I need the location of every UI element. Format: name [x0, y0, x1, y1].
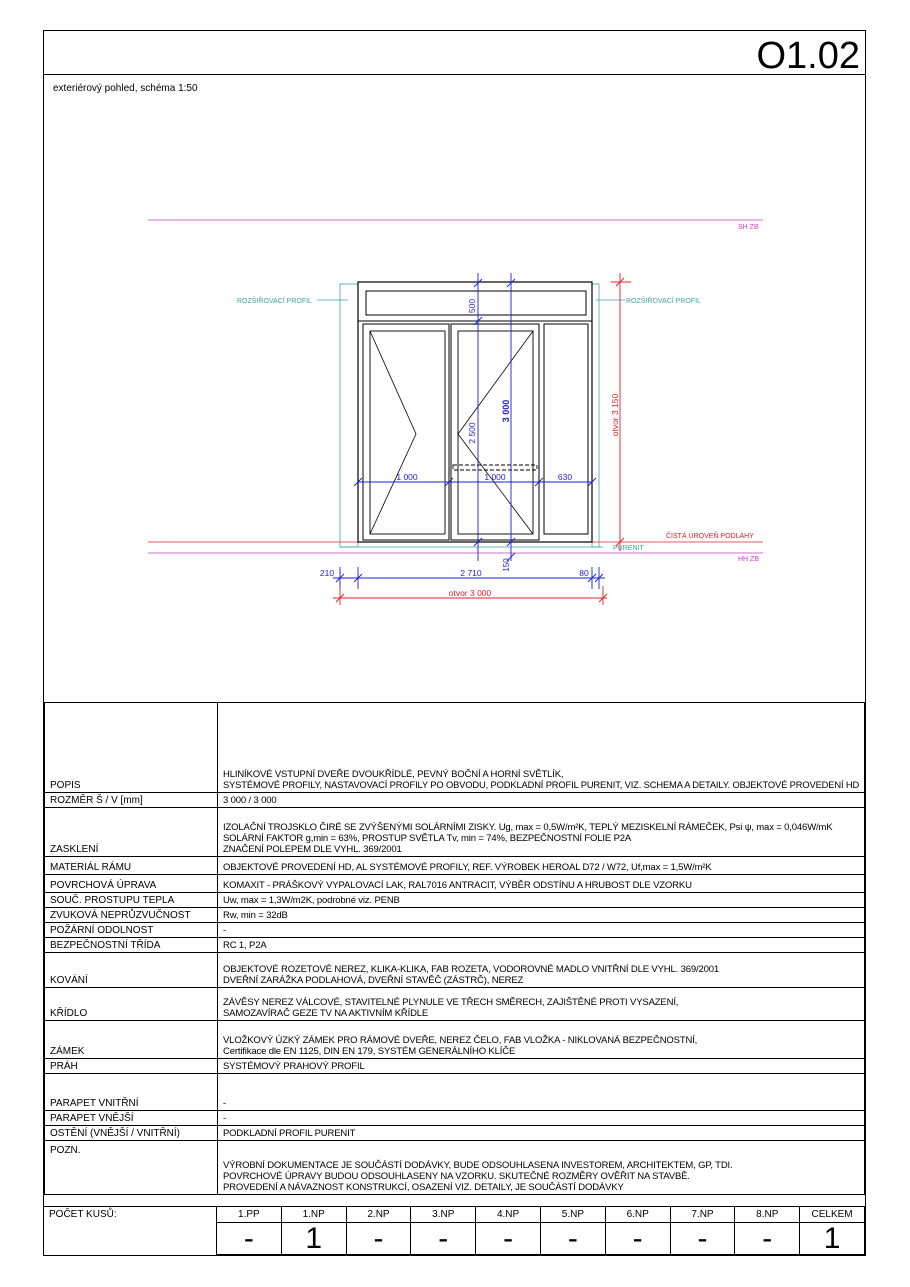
spec-label: ROZMĚR Š / V [mm]	[45, 793, 218, 808]
ext-profile-right-label: ROZŠIŘOVACÍ PROFIL	[626, 298, 701, 305]
spec-value-line: PROVEDENÍ A NÁVAZNOST KONSTRUKCÍ, OSAZENÍ VIZ. DETAILY, JE SOUČÁSTÍ DODÁVKY	[223, 1182, 624, 1193]
spec-label: OSTĚNÍ (VNĚJŠÍ / VNITŘNÍ)	[45, 1126, 218, 1141]
spec-value-line: IZOLAČNÍ TROJSKLO ČIRÉ SE ZVÝŠENÝMI SOLÁRNÍMI ZISKY. Ug, max = 0,5W/m²K, TEPLÝ MEZISKELNÍ RÁMEČEK, Psi ψ, max = 0,046W/mK	[223, 822, 833, 833]
spec-value	[218, 938, 865, 953]
leaf-2-frame	[451, 324, 539, 540]
spec-value-line: ZNAČENÍ POLEPEM DLE VYHL. 369/2001	[223, 844, 402, 855]
spec-label: PARAPET VNĚJŠÍ	[45, 1111, 218, 1126]
dim-door-height: 2 500	[467, 422, 477, 444]
spec-value-line: -	[223, 1098, 227, 1109]
count-value-cell: 1	[281, 1223, 346, 1255]
spec-value-line: Certifikace dle EN 1125, DIN EN 179, SYSTÉM GENERÁLNÍHO KLÍČE	[223, 1046, 516, 1057]
spec-value-line: SYSTÉMOVÉ PROFILY, NASTAVOVACÍ PROFILY PO OBVODU, PODKLADNÍ PROFIL PURENIT, VIZ. SCHEMA A DETAILY. OBJEKTOVÉ PROVEDENÍ HD	[223, 780, 860, 791]
dim-frame-width: 2 710	[460, 568, 482, 578]
count-value-row	[217, 1223, 865, 1255]
hh-zb-label: HH ZB	[738, 556, 759, 563]
count-value-cell: -	[670, 1223, 735, 1255]
floor-level-label: ČISTÁ ÚROVEŇ PODLAHY	[666, 533, 754, 540]
spec-value-line: HLINÍKOVÉ VSTUPNÍ DVEŘE DVOUKŘÍDLÉ, PEVNÝ BOČNÍ A HORNÍ SVĚTLÍK,	[223, 769, 564, 780]
spec-value-line: Uw, max = 1,3W/m2K, podrobné viz. PENB	[223, 895, 400, 906]
extension-profile-right	[592, 284, 599, 547]
leaf-1-opening-mark	[370, 331, 416, 534]
spec-value	[218, 793, 865, 808]
spec-value-line: RC 1, P2A	[223, 940, 267, 951]
spec-row	[45, 893, 865, 908]
count-header-cell: CELKEM	[800, 1207, 865, 1223]
count-value-cell: -	[476, 1223, 541, 1255]
spec-row	[45, 703, 865, 793]
spec-value-line: PODKLADNÍ PROFIL PURENIT	[223, 1128, 356, 1139]
count-header-cell: 2.NP	[346, 1207, 411, 1223]
drawing-sheet	[43, 30, 866, 1256]
dim-leaf-2: 1 000	[484, 472, 506, 482]
spec-label: ZASKLENÍ	[45, 808, 218, 857]
dim-left-gap: 210	[319, 568, 335, 578]
dim-opening-width: otvor 3 000	[448, 588, 492, 598]
spec-value	[218, 953, 865, 988]
count-header-cell: 5.NP	[540, 1207, 605, 1223]
spec-value-line: -	[223, 1113, 227, 1124]
spec-row	[45, 908, 865, 923]
elevation-drawing	[44, 31, 865, 701]
side-light	[544, 324, 588, 534]
spec-value-line: VLOŽKOVÝ ÚZKÝ ZÁMEK PRO RÁMOVÉ DVEŘE, NEREZ ČELO, FAB VLOŽKA - NIKLOVANÁ BEZPEČNOSTNÍ,	[223, 1035, 698, 1046]
spec-value-line: POVRCHOVÉ ÚPRAVY BUDOU ODSOUHLASENY NA VZORKU. SKUTEČNÉ ROZMĚRY OVĚŘIT NA STAVBĚ.	[223, 1171, 690, 1182]
count-value-cell: -	[735, 1223, 800, 1255]
horizontal-handle	[453, 465, 537, 470]
spec-label: MATERIÁL RÁMU	[45, 857, 218, 875]
spec-value-line: 3 000 / 3 000	[223, 795, 277, 806]
count-value-cell: -	[346, 1223, 411, 1255]
spec-value	[218, 703, 865, 793]
spec-row	[45, 988, 865, 1021]
sh-zb-label: SH ZB	[738, 224, 759, 231]
count-header-cell: 6.NP	[605, 1207, 670, 1223]
dim-leaf-1: 1 000	[396, 472, 418, 482]
leaf-1-glass	[370, 331, 445, 534]
spec-value	[218, 1126, 865, 1141]
count-header-cell: 7.NP	[670, 1207, 735, 1223]
spec-row	[45, 953, 865, 988]
spec-table	[44, 702, 865, 1195]
spec-value-line: VÝROBNÍ DOKUMENTACE JE SOUČÁSTÍ DODÁVKY, BUDE ODSOUHLASENA INVESTOREM, ARCHITEKTEM, GP, TDI.	[223, 1160, 733, 1171]
spec-label: PRÁH	[45, 1059, 218, 1074]
spec-label: POŽÁRNÍ ODOLNOST	[45, 923, 218, 938]
dim-top-light: 500	[467, 298, 477, 314]
spec-row	[45, 1126, 865, 1141]
spec-row	[45, 1021, 865, 1059]
spec-label: ZVUKOVÁ NEPRŮZVUČNOST	[45, 908, 218, 923]
spec-row	[45, 1074, 865, 1111]
leaf-1-frame	[363, 324, 449, 540]
spec-value-line: DVEŘNÍ ZARÁŽKA PODLAHOVÁ, DVEŘNÍ STAVĚČ (ZÁSTRČ), NEREZ	[223, 975, 524, 986]
spec-label: SOUČ. PROSTUPU TEPLA	[45, 893, 218, 908]
spec-value-line: SOLÁRNÍ FAKTOR g,min = 63%, PROSTUP SVĚTLA Tv, min = 74%, BEZPEČNOSTNÍ FOLIE P2A	[223, 833, 632, 844]
spec-value	[218, 808, 865, 857]
count-header-cell: 8.NP	[735, 1207, 800, 1223]
spec-value	[218, 893, 865, 908]
spec-row	[45, 1111, 865, 1126]
spec-row	[45, 1059, 865, 1074]
sheet-code: O1.02	[756, 35, 860, 77]
spec-label: KŘÍDLO	[45, 988, 218, 1021]
count-header-cell: 1.NP	[281, 1207, 346, 1223]
spec-value-line: OBJEKTOVÉ PROVEDENÍ HD, AL SYSTÉMOVÉ PROFILY, REF. VÝROBEK HEROAL D72 / W72, Uf,max = 1,5W/m²K	[223, 862, 712, 873]
count-value-cell: -	[217, 1223, 282, 1255]
dim-side-light: 630	[557, 472, 573, 482]
spec-value	[218, 988, 865, 1021]
spec-label: POZN.	[45, 1141, 218, 1195]
spec-value	[218, 1059, 865, 1074]
spec-value	[218, 1111, 865, 1126]
spec-label: POPIS	[45, 703, 218, 793]
count-value-cell: -	[605, 1223, 670, 1255]
spec-label: ZÁMEK	[45, 1021, 218, 1059]
dim-opening-height: otvor 3 150	[610, 393, 620, 437]
count-value-cell: -	[411, 1223, 476, 1255]
spec-value	[218, 1021, 865, 1059]
view-caption: exteriérový pohled, schéma 1:50	[53, 83, 198, 94]
dim-right-gap: 80	[579, 568, 589, 578]
spec-row	[45, 857, 865, 875]
dim-sill: 150	[502, 558, 511, 572]
spec-value-line: KOMAXIT - PRÁŠKOVÝ VYPALOVACÍ LAK, RAL7016 ANTRACIT, VÝBĚR ODSTÍNU A HRUBOST DLE VZORKU	[223, 880, 692, 891]
spec-value	[218, 1141, 865, 1195]
spec-value-line: Rw, min = 32dB	[223, 910, 288, 921]
count-header-cell: 4.NP	[476, 1207, 541, 1223]
spec-value-line: SAMOZAVÍRAČ GEZE TV NA AKTIVNÍM KŘÍDLE	[223, 1008, 429, 1019]
spec-value	[218, 875, 865, 893]
dim-total-height: 3 000	[501, 399, 511, 423]
spec-value	[218, 1074, 865, 1111]
spec-value	[218, 923, 865, 938]
spec-value-line: -	[223, 925, 227, 936]
spec-row	[45, 938, 865, 953]
purenit-label: PURENIT	[613, 545, 644, 552]
count-value-cell: -	[540, 1223, 605, 1255]
spec-row	[45, 1141, 865, 1195]
count-header-row	[217, 1207, 865, 1223]
spec-value-line: SYSTÉMOVÝ PRAHOVÝ PROFIL	[223, 1061, 365, 1072]
count-table	[216, 1206, 865, 1255]
spec-label: KOVÁNÍ	[45, 953, 218, 988]
spec-row	[45, 923, 865, 938]
spec-value-line: OBJEKTOVÉ ROZETOVÉ NEREZ, KLIKA-KLIKA, FAB ROZETA, VODOROVNÉ MADLO VNITŘNÍ DLE VYHL. 369/2001	[223, 964, 720, 975]
count-header-cell: 3.NP	[411, 1207, 476, 1223]
spec-value	[218, 857, 865, 875]
spec-row	[45, 875, 865, 893]
count-header-cell: 1.PP	[217, 1207, 282, 1223]
spec-value-line: ZÁVĚSY NEREZ VÁLCOVÉ, STAVITELNÉ PLYNULE VE TŘECH SMĚRECH, ZAJIŠTĚNÉ PROTI VYSAZENÍ,	[223, 997, 679, 1008]
spec-label: BEZPEČNOSTNÍ TŘÍDA	[45, 938, 218, 953]
ext-profile-left-label: ROZŠIŘOVACÍ PROFIL	[237, 298, 312, 305]
count-label: POČET KUSŮ:	[49, 1209, 117, 1220]
extension-profile-left	[340, 284, 358, 547]
spec-row	[45, 793, 865, 808]
spec-label: PARAPET VNITŘNÍ	[45, 1074, 218, 1111]
count-value-cell: 1	[800, 1223, 865, 1255]
spec-value	[218, 908, 865, 923]
spec-row	[45, 808, 865, 857]
spec-label: POVRCHOVÁ ÚPRAVA	[45, 875, 218, 893]
